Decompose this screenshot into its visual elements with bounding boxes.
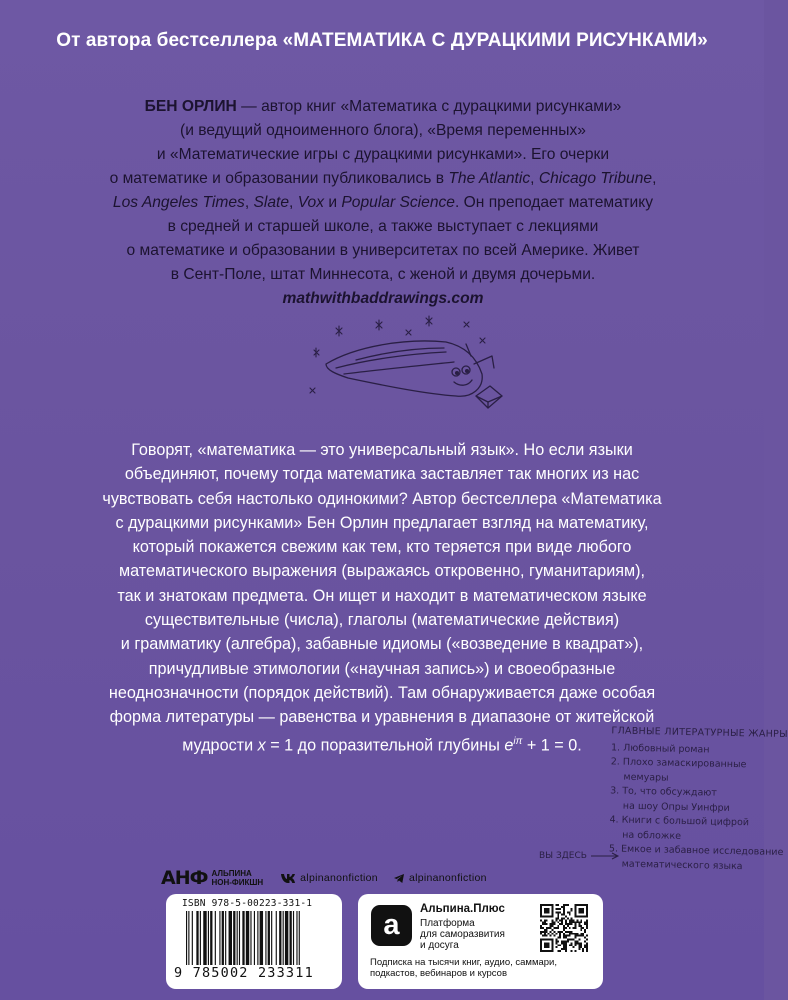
barcode-bar <box>293 911 294 965</box>
qr-module <box>561 940 563 942</box>
qr-module <box>580 921 582 923</box>
qr-module <box>563 940 565 942</box>
qr-module <box>580 946 582 948</box>
qr-module <box>559 933 561 935</box>
barcode-bar <box>268 911 270 965</box>
alpina-plus-panel <box>358 894 603 989</box>
qr-module <box>542 921 544 923</box>
qr-module <box>542 931 544 933</box>
qr-module <box>552 921 554 923</box>
barcode-bar <box>296 911 297 965</box>
qr-module <box>575 925 577 927</box>
qr-module <box>578 925 580 927</box>
qr-module <box>555 939 557 941</box>
qr-module <box>553 921 555 923</box>
qr-module <box>557 927 559 929</box>
qr-module <box>578 942 580 944</box>
qr-module <box>563 946 565 948</box>
qr-module <box>575 940 577 942</box>
barcode-bar <box>271 911 272 965</box>
qr-module <box>565 937 567 939</box>
qr-module <box>565 916 567 918</box>
qr-module <box>586 944 588 946</box>
qr-module <box>569 931 571 933</box>
qr-module <box>569 914 571 916</box>
qr-module <box>540 919 542 921</box>
qr-module <box>542 935 544 937</box>
qr-module <box>563 935 565 937</box>
qr-module <box>582 948 584 950</box>
qr-module <box>576 935 578 937</box>
qr-module <box>567 935 569 937</box>
qr-module <box>578 939 580 941</box>
qr-module <box>567 917 569 919</box>
qr-module <box>569 923 571 925</box>
qr-module <box>582 935 584 937</box>
qr-module <box>563 904 565 906</box>
qr-module <box>561 948 563 950</box>
qr-module <box>561 921 563 923</box>
qr-module <box>580 929 582 931</box>
qr-module <box>584 923 586 925</box>
qr-module <box>571 944 573 946</box>
qr-module <box>565 940 567 942</box>
barcode-bar <box>196 911 198 965</box>
qr-module <box>552 933 554 935</box>
qr-module <box>563 944 565 946</box>
qr-module <box>573 921 575 923</box>
qr-module <box>555 912 557 914</box>
handwritten-genre-list: ГЛАВНЫЕ ЛИТЕРАТУРНЫЕ ЖАНРЫ 1. Любовный роман 2. Плохо замаскированные мемуары 3. То, что обсуждают на шоу Опры Уинфри 4. Книги с большой цифрой на обложке 5. Емкое и забавное исследование математического языка <box>608 725 788 872</box>
qr-module <box>575 927 577 929</box>
qr-module <box>546 927 548 929</box>
qr-module <box>555 927 557 929</box>
qr-module <box>584 931 586 933</box>
qr-module <box>575 933 577 935</box>
qr-module <box>573 946 575 948</box>
website-link[interactable]: mathwithbaddrawings.com <box>282 290 484 307</box>
qr-module <box>578 908 584 914</box>
qr-module <box>563 914 565 916</box>
qr-module <box>563 925 565 927</box>
qr-module <box>571 919 573 921</box>
qr-module <box>565 935 567 937</box>
barcode-bar <box>265 911 266 965</box>
barcode-bar <box>276 911 277 965</box>
qr-module <box>573 927 575 929</box>
qr-module <box>575 950 577 952</box>
barcode-bar <box>250 911 251 965</box>
qr-code[interactable] <box>540 904 588 952</box>
you-are-here-note: ВЫ ЗДЕСЬ <box>539 851 620 861</box>
qr-module <box>584 944 586 946</box>
barcode-bar <box>215 911 216 965</box>
qr-module <box>561 917 563 919</box>
qr-module <box>550 927 552 929</box>
qr-module <box>567 923 569 925</box>
qr-module <box>567 931 569 933</box>
qr-module <box>586 948 588 950</box>
qr-module <box>552 923 554 925</box>
qr-module <box>571 908 573 910</box>
qr-module <box>563 908 565 910</box>
qr-module <box>576 921 578 923</box>
barcode-bar <box>219 911 220 965</box>
qr-module <box>567 904 569 906</box>
qr-module <box>586 950 588 952</box>
qr-module <box>559 919 561 921</box>
barcode-bar <box>229 911 232 965</box>
barcode-bar <box>283 911 284 965</box>
qr-module <box>544 929 546 931</box>
qr-module <box>548 927 550 929</box>
qr-module <box>584 946 586 948</box>
qr-module <box>573 933 575 935</box>
alpina-plus-subtitle: Платформа для саморазвития и досуга <box>420 918 505 951</box>
qr-module <box>586 939 588 941</box>
author-bio: БЕН ОРЛИН — автор книг «Математика с дурацкими рисунками» (и ведущий одноименного блога), «Время переменных» и «Математические игры с дурацкими рисунками». Его очерки о математике и образовании публиковались в The Atlantic, Chicago Tribune, Los Angeles Times, Slate, Vox и Popular Science. Он преподает математику в средней и старшей школе, а также выступает с лекциями о математике и образовании в университетах по всей Америке. Живет в Сент-Поле, штат Миннесота, с женой и двумя дочерьми. mathwithbaddrawings.com <box>109 98 657 307</box>
qr-module <box>571 939 573 941</box>
barcode-bar <box>208 911 209 965</box>
qr-module <box>563 929 565 931</box>
qr-module <box>561 906 563 908</box>
qr-module <box>573 919 575 921</box>
qr-module <box>569 944 571 946</box>
qr-module <box>571 921 573 923</box>
qr-module <box>569 939 571 941</box>
qr-module <box>555 946 557 948</box>
qr-module <box>546 931 548 933</box>
qr-module <box>557 950 559 952</box>
qr-module <box>569 935 571 937</box>
qr-module <box>544 942 550 948</box>
qr-module <box>559 937 561 939</box>
qr-module <box>561 914 563 916</box>
qr-module <box>557 904 559 906</box>
qr-module <box>569 919 571 921</box>
qr-module <box>544 931 546 933</box>
qr-module <box>557 916 559 918</box>
qr-module <box>576 942 578 944</box>
vk-link[interactable]: alpinanonfiction <box>281 872 378 884</box>
qr-module <box>553 927 555 929</box>
qr-module <box>565 927 567 929</box>
qr-module <box>567 940 569 942</box>
qr-module <box>582 927 584 929</box>
qr-module <box>586 935 588 937</box>
bestseller-tagline: От автора бестселлера «МАТЕМАТИКА С ДУРАЦКИМИ РИСУНКАМИ» <box>56 30 708 51</box>
qr-module <box>582 933 584 935</box>
qr-module <box>565 948 567 950</box>
barcode-bar <box>242 911 244 965</box>
qr-module <box>555 933 557 935</box>
qr-module <box>586 925 588 927</box>
qr-module <box>582 950 584 952</box>
qr-module <box>578 948 580 950</box>
qr-module <box>563 917 565 919</box>
qr-module <box>557 908 559 910</box>
qr-module <box>557 944 559 946</box>
qr-module <box>584 921 586 923</box>
qr-module <box>563 933 565 935</box>
vk-icon <box>281 874 295 883</box>
author-name: БЕН ОРЛИН <box>144 98 237 115</box>
barcode-bar <box>279 911 281 965</box>
qr-module <box>557 940 559 942</box>
qr-module <box>550 925 552 927</box>
isbn-barcode-panel <box>166 894 342 989</box>
qr-module <box>580 919 582 921</box>
qr-module <box>586 923 588 925</box>
qr-module <box>573 939 575 941</box>
barcode-image <box>186 911 332 965</box>
qr-module <box>565 921 567 923</box>
qr-module <box>580 942 582 944</box>
qr-module <box>586 919 588 921</box>
qr-module <box>571 931 573 933</box>
qr-module <box>567 939 569 941</box>
qr-module <box>575 921 577 923</box>
qr-module <box>540 933 542 935</box>
qr-module <box>565 923 567 925</box>
qr-module <box>563 910 565 912</box>
qr-module <box>540 927 542 929</box>
qr-module <box>559 912 561 914</box>
qr-module <box>571 910 573 912</box>
qr-module <box>557 925 559 927</box>
qr-module <box>544 923 546 925</box>
qr-module <box>575 935 577 937</box>
qr-module <box>563 906 565 908</box>
qr-module <box>584 940 586 942</box>
qr-module <box>544 933 546 935</box>
qr-module <box>553 935 555 937</box>
qr-module <box>580 935 582 937</box>
qr-module <box>567 912 569 914</box>
qr-module <box>586 946 588 948</box>
barcode-bar <box>188 911 189 965</box>
qr-module <box>557 937 559 939</box>
qr-module <box>555 917 557 919</box>
qr-module <box>557 914 559 916</box>
qr-module <box>563 948 565 950</box>
qr-module <box>542 923 544 925</box>
qr-module <box>578 921 580 923</box>
qr-module <box>565 931 567 933</box>
qr-module <box>563 912 565 914</box>
qr-module <box>571 923 573 925</box>
qr-module <box>550 931 552 933</box>
barcode-bar <box>225 911 226 965</box>
qr-module <box>559 935 561 937</box>
qr-module <box>555 942 557 944</box>
isbn-text: ISBN 978-5-00223-331-1 <box>182 898 313 909</box>
telegram-icon <box>394 874 404 883</box>
qr-module <box>569 933 571 935</box>
qr-module <box>571 950 573 952</box>
barcode-bar <box>233 911 235 965</box>
book-description: Говорят, «математика — это универсальный язык». Но если языки объединяют, почему тогда математика заставляет так многих из нас чувствовать себя настолько одинокими? Автор бестселлера «Математика с дурацкими рисунками» Бен Орлин предлагает взгляд на математику, который покажется свежим как тем, кто теряется при виде любого математического выражения (выражаясь откровенно, гуманитариям), так и знатокам предмета. Он ищет и находит в математическом языке существительные (числа), глаголы (математические действия) и грамматику (алгебра), забавные идиомы («возведение в квадрат»), причудливые этимологии («научная запись») и своеобразные неоднозначности (порядок действий). Там обнаруживается даже особая форма литературы — равенства и уравнения в диапазоне от житейской мудрости x = 1 до поразительной глубины $e^{i\pi} + 1 = 0$. <box>92 438 672 757</box>
qr-module <box>586 942 588 944</box>
qr-module <box>565 919 567 921</box>
qr-module <box>565 946 567 948</box>
qr-module <box>580 927 582 929</box>
qr-module <box>580 925 582 927</box>
barcode-bar <box>290 911 292 965</box>
qr-module <box>552 929 554 931</box>
qr-module <box>580 933 582 935</box>
qr-module <box>559 950 561 952</box>
barcode-bar <box>186 911 187 965</box>
qr-module <box>565 950 567 952</box>
qr-module <box>578 944 580 946</box>
qr-module <box>565 942 567 944</box>
qr-module <box>548 933 550 935</box>
qr-module <box>544 921 546 923</box>
qr-module <box>559 944 561 946</box>
qr-module <box>578 935 580 937</box>
qr-module <box>555 919 557 921</box>
qr-module <box>565 944 567 946</box>
qr-module <box>555 908 557 910</box>
qr-module <box>580 944 582 946</box>
qr-module <box>563 937 565 939</box>
qr-module <box>561 931 563 933</box>
qr-module <box>586 921 588 923</box>
qr-module <box>571 942 573 944</box>
barcode-bar <box>192 911 193 965</box>
barcode-bar <box>237 911 238 965</box>
qr-module <box>542 927 544 929</box>
barcode-bar <box>285 911 288 965</box>
qr-module <box>550 935 552 937</box>
qr-module <box>575 942 577 944</box>
qr-module <box>544 935 546 937</box>
qr-module <box>552 919 554 921</box>
qr-module <box>563 942 565 944</box>
ean-digits: 9 785002 233311 <box>174 965 314 981</box>
qr-module <box>546 923 548 925</box>
qr-module <box>559 908 561 910</box>
barcode-bar <box>257 911 258 965</box>
comet-doodle-illustration <box>296 316 516 416</box>
barcode-bar <box>203 911 206 965</box>
qr-module <box>569 927 571 929</box>
qr-module <box>576 933 578 935</box>
qr-module <box>557 917 559 919</box>
qr-module <box>557 912 559 914</box>
qr-module <box>559 931 561 933</box>
barcode-bar <box>246 911 249 965</box>
qr-module <box>553 923 555 925</box>
qr-module <box>550 923 552 925</box>
telegram-link[interactable]: alpinanonfiction <box>394 872 487 884</box>
qr-module <box>555 940 557 942</box>
qr-module <box>575 923 577 925</box>
qr-module <box>540 925 542 927</box>
publisher-logo: АНФ <box>161 867 208 889</box>
alpina-plus-logo: a <box>371 905 412 946</box>
barcode-bar <box>260 911 263 965</box>
qr-module <box>559 923 561 925</box>
qr-module <box>561 919 563 921</box>
qr-module <box>584 929 586 931</box>
qr-module <box>575 944 577 946</box>
qr-module <box>544 908 550 914</box>
qr-module <box>576 940 578 942</box>
qr-module <box>576 919 578 921</box>
qr-module <box>544 919 546 921</box>
qr-module <box>555 904 557 906</box>
qr-module <box>546 929 548 931</box>
alpina-plus-title: Альпина.Плюс <box>420 903 505 915</box>
qr-module <box>584 937 586 939</box>
description-last-line: мудрости x = 1 до поразительной глубины $e^{i\pi} + 1 = 0$. <box>182 735 582 754</box>
barcode-bar <box>222 911 224 965</box>
genre-list-header: ГЛАВНЫЕ ЛИТЕРАТУРНЫЕ ЖАНРЫ <box>611 725 788 741</box>
qr-module <box>578 946 580 948</box>
qr-module <box>569 912 571 914</box>
qr-module <box>565 904 567 906</box>
barcode-bar <box>254 911 255 965</box>
qr-module <box>567 925 569 927</box>
qr-module <box>561 942 563 944</box>
qr-module <box>553 931 555 933</box>
qr-module <box>586 927 588 929</box>
alpina-plus-description: Подписка на тысячи книг, аудио, саммари, подкастов, вебинаров и курсов <box>370 957 557 979</box>
qr-module <box>557 921 559 923</box>
qr-module <box>571 933 573 935</box>
qr-module <box>563 927 565 929</box>
publisher-row: АНФ АЛЬПИНА НОН-ФИКШН alpinanonfiction alpinanonfiction <box>161 867 487 889</box>
qr-module <box>571 917 573 919</box>
barcode-bar <box>210 911 212 965</box>
barcode-bar <box>299 911 300 965</box>
barcode-bar <box>239 911 240 965</box>
qr-module <box>540 931 542 933</box>
barcode-bar <box>200 911 201 965</box>
arrow-right-icon <box>590 852 620 860</box>
qr-module <box>546 919 548 921</box>
qr-module <box>552 925 554 927</box>
qr-module <box>569 921 571 923</box>
qr-module <box>546 935 548 937</box>
qr-module <box>578 923 580 925</box>
qr-module <box>575 937 577 939</box>
qr-module <box>557 931 559 933</box>
qr-module <box>561 923 563 925</box>
